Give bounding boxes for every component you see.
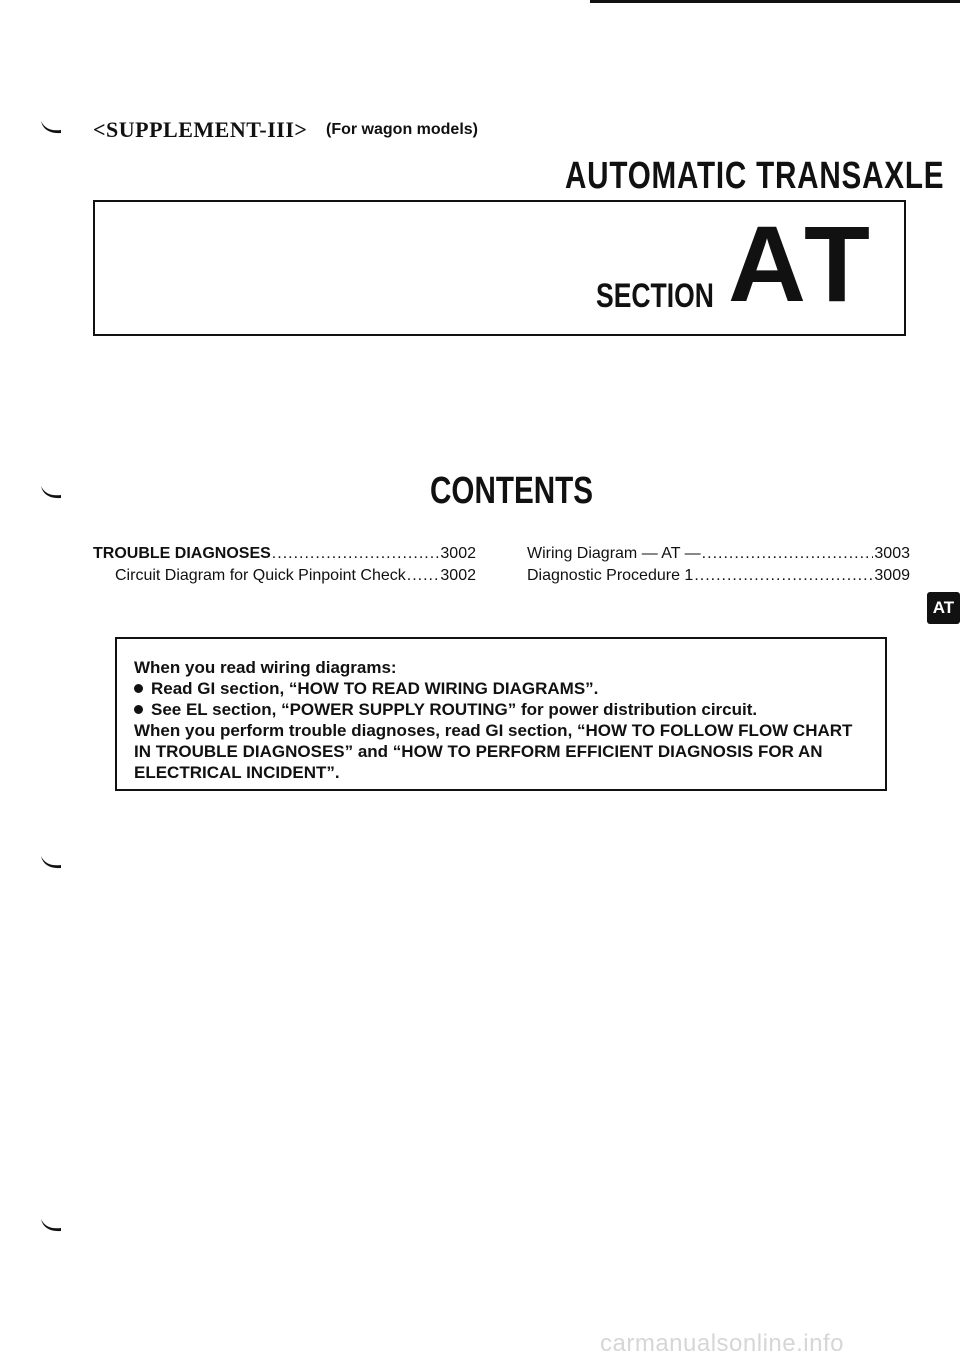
toc-entry[interactable] (527, 565, 910, 587)
section-side-tab[interactable]: AT (927, 592, 960, 624)
toc-left-column (93, 543, 476, 587)
note-text: ELECTRICAL INCIDENT”. (134, 763, 340, 782)
section-title: AUTOMATIC TRANSAXLE (565, 155, 945, 197)
section-code: AT (728, 203, 876, 324)
toc-entry[interactable] (93, 565, 476, 587)
note-line (134, 741, 871, 762)
note-line (134, 720, 871, 741)
note-text: IN TROUBLE DIAGNOSES” and “HOW TO PERFORM EFFICIENT DIAGNOSIS FOR AN (134, 742, 823, 761)
toc-entry-label: Circuit Diagram for Quick Pinpoint Check (115, 567, 406, 584)
applicability-note: (For wagon models) (326, 121, 478, 138)
margin-mark-icon (40, 855, 62, 869)
toc-entry[interactable] (93, 543, 476, 565)
toc-leader-dots (272, 543, 440, 565)
toc-entry-label: Diagnostic Procedure 1 (527, 567, 694, 584)
wiring-note-box (115, 637, 887, 791)
margin-mark-icon (40, 120, 62, 134)
toc-leader-dots (694, 565, 873, 587)
toc-entry-page: 3002 (440, 545, 476, 562)
supplement-label: <SUPPLEMENT-III> (93, 117, 308, 142)
bullet-icon (134, 705, 143, 714)
note-text: When you perform trouble diagnoses, read GI section, “HOW TO FOLLOW FLOW CHART (134, 721, 853, 740)
top-rule (590, 0, 960, 3)
toc-entry-label: TROUBLE DIAGNOSES (93, 545, 271, 562)
note-line (134, 657, 871, 678)
toc-leader-dots (702, 543, 874, 565)
toc-entry[interactable] (527, 543, 910, 565)
toc-entry-label: Wiring Diagram — AT — (527, 545, 701, 562)
note-text: Read GI section, “HOW TO READ WIRING DIAGRAMS”. (151, 679, 599, 698)
toc-right-column (527, 543, 910, 587)
note-text: When you read wiring diagrams: (134, 658, 397, 677)
margin-mark-icon (40, 485, 62, 499)
margin-mark-icon (40, 1218, 62, 1232)
section-word: SECTION (596, 277, 714, 315)
note-line (134, 762, 871, 783)
footer-watermark: carmanualsonline.info (600, 1330, 844, 1357)
note-line (134, 678, 871, 699)
toc-entry-page: 3002 (440, 567, 476, 584)
bullet-icon (134, 684, 143, 693)
contents-heading: CONTENTS (430, 470, 594, 512)
note-line (134, 699, 871, 720)
note-text: See EL section, “POWER SUPPLY ROUTING” for power distribution circuit. (151, 700, 758, 719)
toc-entry-page: 3003 (874, 545, 910, 562)
toc-entry-page: 3009 (874, 567, 910, 584)
toc-leader-dots (407, 565, 440, 587)
